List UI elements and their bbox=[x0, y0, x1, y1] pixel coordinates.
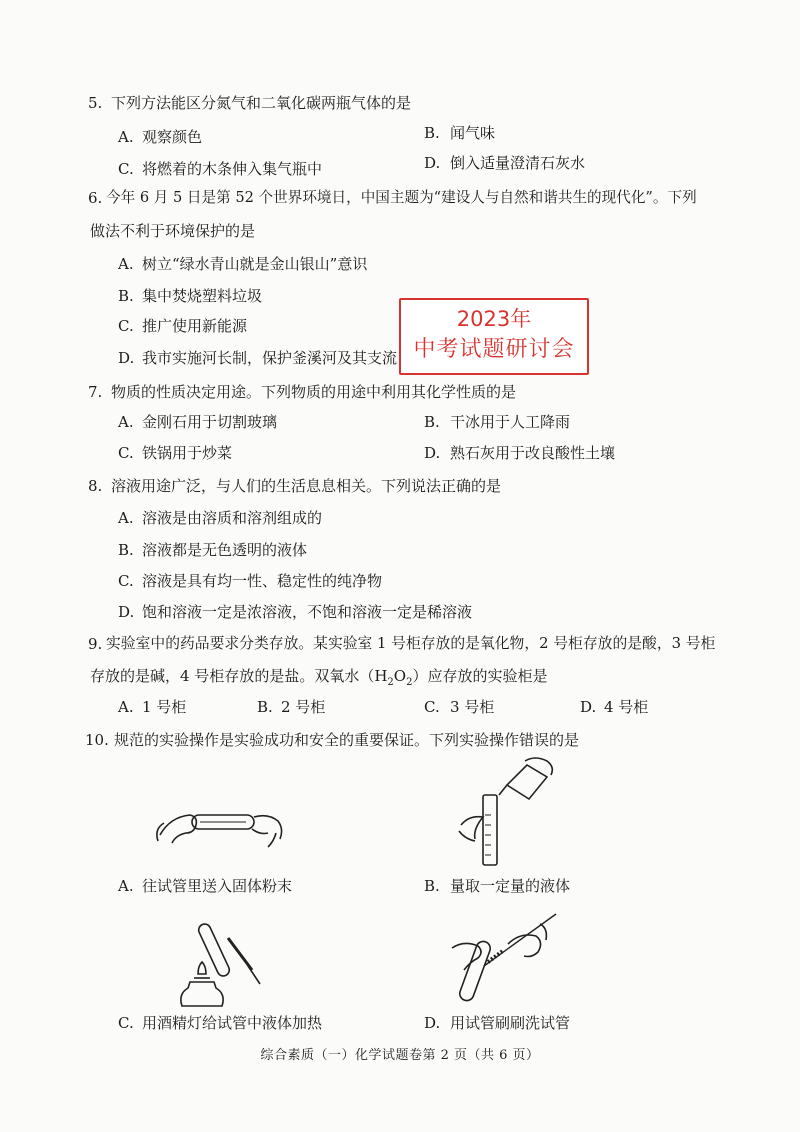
figure-c-alcohol-lamp bbox=[168, 918, 278, 1013]
q10-option-a: 往试管里送入固体粉末 bbox=[142, 877, 293, 895]
q7-option-d-key: D. bbox=[424, 444, 441, 462]
q6-option-b-key: B. bbox=[118, 287, 134, 305]
page-footer: 综合素质（一）化学试题卷第 2 页（共 6 页） bbox=[260, 1048, 540, 1063]
q10-option-b: 量取一定量的液体 bbox=[450, 877, 571, 895]
q9-subscript-2: 2 bbox=[406, 677, 413, 688]
q9-stem-line2-c: ）应存放的实验柜是 bbox=[412, 667, 548, 685]
figure-b-graduated-cylinder bbox=[455, 755, 565, 870]
q10-option-d-key: D. bbox=[424, 1014, 441, 1032]
q7-option-a: 金刚石用于切割玻璃 bbox=[142, 413, 278, 431]
q9-option-d-key: D. bbox=[580, 698, 597, 716]
q9-option-c-key: C. bbox=[424, 698, 440, 716]
q10-number: 10. bbox=[85, 731, 109, 749]
q9-option-a: 1 号柜 bbox=[142, 698, 187, 716]
q7-option-b: 干冰用于人工降雨 bbox=[450, 413, 571, 431]
q8-option-c: 溶液是具有均一性、稳定性的纯净物 bbox=[142, 572, 383, 590]
q9-option-d: 4 号柜 bbox=[604, 698, 649, 716]
q9-stem-line1: 实验室中的药品要求分类存放。某实验室 1 号柜存放的是氧化物，2 号柜存放的是酸，3 号柜 bbox=[106, 635, 716, 652]
q8-option-d-key: D. bbox=[118, 603, 135, 621]
q9-option-b: 2 号柜 bbox=[281, 698, 326, 716]
q10-option-d: 用试管刷刷洗试管 bbox=[450, 1014, 571, 1032]
q5-option-d: 倒入适量澄清石灰水 bbox=[450, 154, 586, 172]
q5-option-a: 观察颜色 bbox=[142, 128, 203, 146]
q8-option-a-key: A. bbox=[118, 509, 134, 527]
q10-stem: 规范的实验操作是实验成功和安全的重要保证。下列实验操作错误的是 bbox=[114, 731, 580, 749]
q6-number: 6. bbox=[88, 189, 103, 207]
q10-option-a-key: A. bbox=[118, 877, 134, 895]
q6-option-d: 我市实施河长制，保护釜溪河及其支流 bbox=[142, 349, 398, 367]
figure-d-test-tube-brush bbox=[448, 910, 568, 1010]
q7-number: 7. bbox=[88, 383, 103, 401]
q7-stem: 物质的性质决定用途。下列物质的用途中利用其化学性质的是 bbox=[111, 383, 517, 401]
q9-subscript-1: 2 bbox=[387, 677, 394, 688]
q8-number: 8. bbox=[88, 477, 103, 495]
q7-option-b-key: B. bbox=[424, 413, 440, 431]
q9-number: 9. bbox=[88, 635, 103, 653]
q9-stem-line2-a: 存放的是碱，4 号柜存放的是盐。双氧水（H bbox=[90, 667, 388, 685]
q6-option-c-key: C. bbox=[118, 317, 134, 335]
q8-option-a: 溶液是由溶质和溶剂组成的 bbox=[142, 509, 323, 527]
q8-option-c-key: C. bbox=[118, 572, 134, 590]
q5-option-b-key: B. bbox=[424, 124, 440, 142]
q10-option-b-key: B. bbox=[424, 877, 440, 895]
q7-option-c-key: C. bbox=[118, 444, 134, 462]
q9-option-b-key: B. bbox=[257, 698, 273, 716]
q8-option-b-key: B. bbox=[118, 541, 134, 559]
q6-stem-line2: 做法不利于环境保护的是 bbox=[90, 222, 256, 240]
q6-option-c: 推广使用新能源 bbox=[142, 317, 248, 335]
q7-option-a-key: A. bbox=[118, 413, 134, 431]
stamp-line1: 2023年 bbox=[456, 307, 532, 331]
q10-option-c-key: C. bbox=[118, 1014, 134, 1032]
conference-stamp bbox=[399, 298, 589, 375]
q6-stem-line1: 今年 6 月 5 日是第 52 个世界环境日，中国主题为“建设人与自然和谐共生的现代化”。下列 bbox=[106, 189, 697, 206]
q5-option-a-key: A. bbox=[118, 128, 134, 146]
q5-number: 5. bbox=[88, 94, 103, 112]
q6-option-b: 集中焚烧塑料垃圾 bbox=[142, 287, 263, 305]
q7-option-c: 铁锅用于炒菜 bbox=[142, 444, 233, 462]
q5-option-b: 闻气味 bbox=[450, 124, 496, 142]
q6-option-a: 树立“绿水青山就是金山银山”意识 bbox=[142, 255, 368, 273]
q10-option-c: 用酒精灯给试管中液体加热 bbox=[142, 1014, 323, 1032]
q8-stem: 溶液用途广泛，与人们的生活息息相关。下列说法正确的是 bbox=[111, 477, 502, 495]
q5-option-d-key: D. bbox=[424, 154, 441, 172]
q9-stem-line2 bbox=[90, 666, 547, 693]
q8-option-b: 溶液都是无色透明的液体 bbox=[142, 541, 308, 559]
q8-option-d: 饱和溶液一定是浓溶液，不饱和溶液一定是稀溶液 bbox=[142, 603, 473, 621]
q6-option-d-key: D. bbox=[118, 349, 135, 367]
q5-option-c: 将燃着的木条伸入集气瓶中 bbox=[142, 160, 323, 178]
q5-stem: 下列方法能区分氮气和二氧化碳两瓶气体的是 bbox=[111, 94, 412, 112]
q7-option-d: 熟石灰用于改良酸性土壤 bbox=[450, 444, 616, 462]
q6-option-a-key: A. bbox=[118, 255, 134, 273]
figure-a-powder-test-tube bbox=[150, 795, 290, 855]
q9-option-c: 3 号柜 bbox=[450, 698, 495, 716]
stamp-line2: 中考试题研讨会 bbox=[413, 337, 575, 362]
q9-option-a-key: A. bbox=[118, 698, 134, 716]
q5-option-c-key: C. bbox=[118, 160, 134, 178]
q9-stem-line2-b: O bbox=[393, 667, 407, 685]
